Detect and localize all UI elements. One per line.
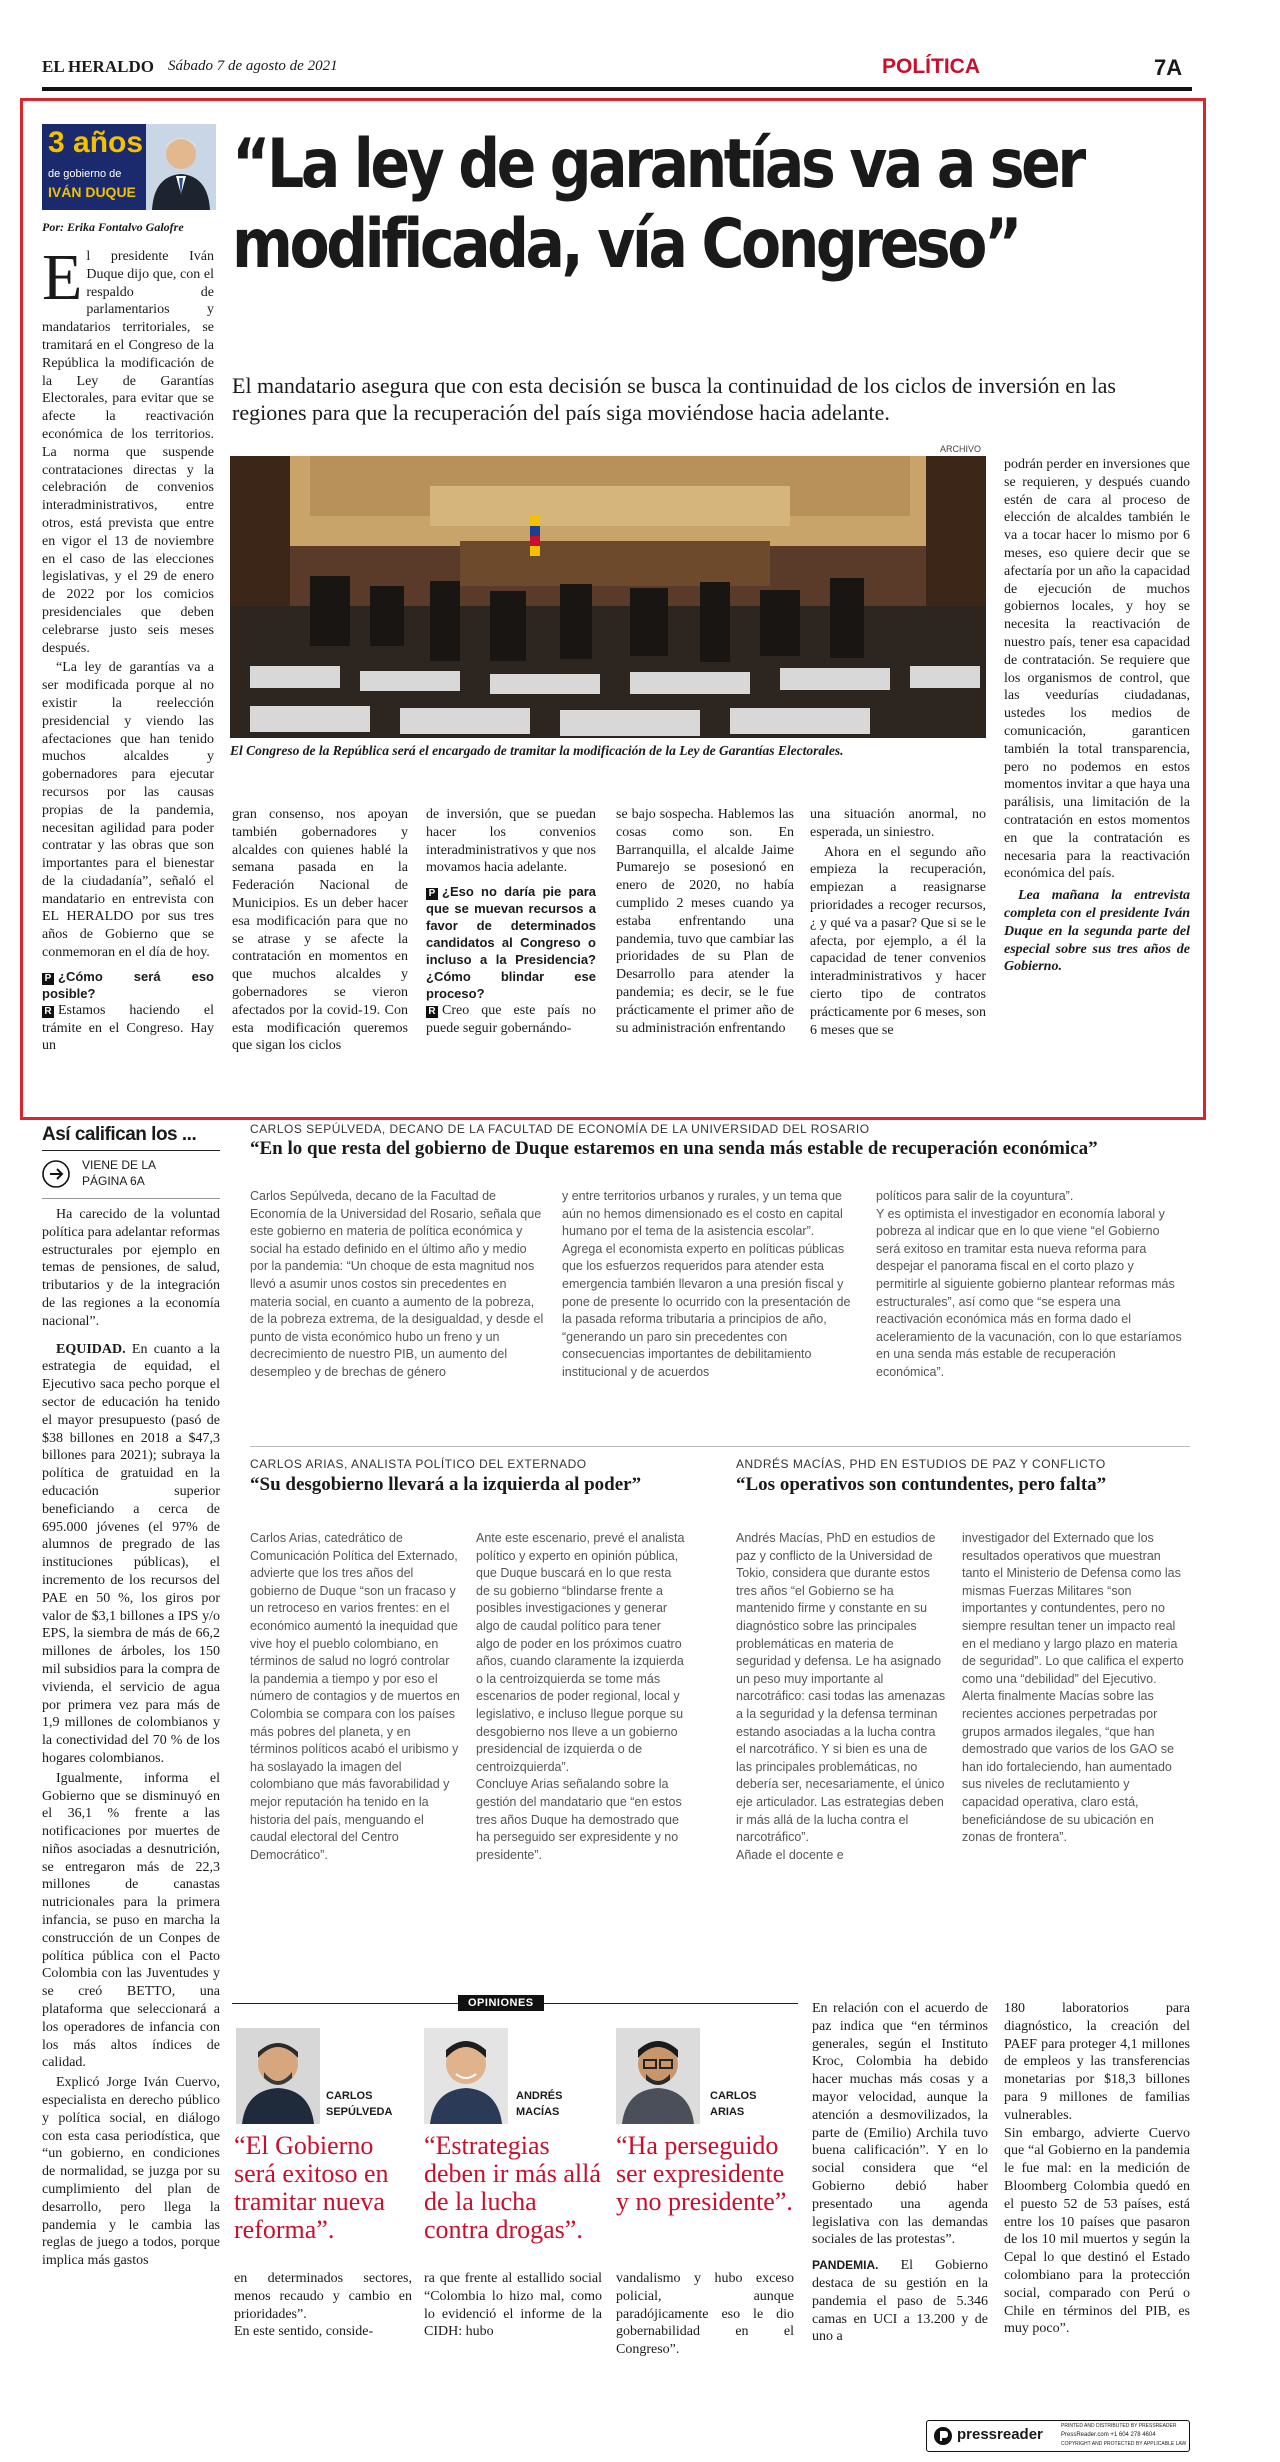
answer-2 (426, 1002, 596, 1038)
right-col-1 (812, 2000, 988, 2348)
opinion-3-first: CARLOS (710, 2090, 757, 2102)
anniversary-logo (42, 124, 216, 210)
sidebar-title: Así califican los ... (42, 1124, 197, 1145)
sidebar-rule-top (42, 1150, 220, 1151)
opinion-1-first: CARLOS (326, 2090, 373, 2102)
logo-years: 3 años (48, 126, 144, 159)
macias-portrait-icon (424, 2028, 508, 2124)
opinion-3-last: ARIAS (710, 2106, 745, 2118)
answer-badge-icon: R (42, 1006, 54, 1018)
opinion-2-quote: “Estrategias deben ir más allá de la lucha contra drogas”. (424, 2131, 601, 2244)
right-col-2: 180 laboratorios para diagnóstico, la creación del PAEF para proteger 4,1 millones de empleos y las transferencias monetarias por $18,3 billones para 9 millones de familias vulnerables. Sin embargo, advierte Cuervo que “al Gobierno en la pandemia le fue mal: en la medición de Bloomberg Colombia quedó en el puesto 52 de 53 países, está entre los 10 países que pasaron de los 10 mil muertos y según la Cepal lo que destinó el Estado colombiano para la protección social, comparado con Perú o Chile en términos del PIB, es muy poco”. (1004, 2001, 1190, 2337)
expert-1-col-2: y entre territorios urbanos y rurales, y un tema que aún no hemos dimensionado es el costo en capital humano por el tema de la asistencia escolar”. Agrega el economista experto en políticas públicas que los esfuerzos requeridos para atender esta emergencia también llevaron a una presión fiscal y pone de presente lo ocurrido con la presentación de la pasada reforma tributaria a principios de año, “generando un paro sin precedentes con consecuencias importantes de debilitamiento institucional y de acuerdos (562, 1189, 851, 1379)
expert-1-col-3: políticos para salir de la coyuntura”. Y es optimista el investigador en economía laboral y pobreza al indicar que en lo que viene “el Gobierno será exitoso en tramitar esta nueva reforma para despejar el panorama fiscal en el corto plazo y permitirle al siguiente gobierno plantear reformas más estructurales”, así como que “se espera una reactivación económica más en forma dado el aceleramiento de la vacunación, con lo que estaríamos en una senda más estable de recuperación económica”. (876, 1189, 1182, 1379)
main-col-2-text: gran consenso, nos apoyan también gobernadores y alcaldes con quienes hablé la semana pasada en la Federación Nacional de Municipios. Es un deber hacer esa modificación para que no se atrase y se afecte la contratación en momentos en que muchos alcaldes y gobernadores se vieron afectados por la covid-19. Con esta modificación queremos que sigan los ciclos (232, 807, 408, 1054)
answer-badge-icon: R (426, 1006, 438, 1018)
subhead: El mandatario asegura que con esta decisión se busca la continuidad de los ciclos de inversión en las regiones para que la recuperación del país siga moviéndose hacia adelante. (232, 373, 1116, 425)
main-col-5 (810, 806, 986, 1041)
expert-2-col-2: Ante este escenario, prevé el analista político y experto en opinión pública, que Duque buscará en lo que resta de su gobierno “blindarse frente a posibles investigaciones y generar algo de caudal político para tener algo de poder en los próximos cuatro años, cuando claramente la izquierda o la centroizquierda se tome más escenarios de poder regional, local y legislativo, e incluso llegue porque su desgobierno nos lleve a un gobierno presidencial de izquierda o de centroizquierda”. Concluye Arias señalando sobre la gestión del mandatario que “en estos tres años Duque ha demostrado que ha perseguido ser expresidente y no presidente”. (476, 1531, 685, 1862)
expert-2-kicker: CARLOS ARIAS, ANALISTA POLÍTICO DEL EXTERNADO (250, 1457, 587, 1471)
congress-photo (230, 456, 986, 738)
logo-line3: IVÁN DUQUE (48, 184, 136, 200)
main-col-2 (232, 806, 408, 1057)
question-badge-icon: P (426, 888, 438, 900)
page-number: 7A (1154, 55, 1183, 80)
main-col-4-text: se bajo sospecha. Hablemos las cosas como son. En Barranquilla, el alcalde Jaime Pumarejo se posesionó en enero de 2020, no había cumplido 2 meses cuando ya estaba enfrentando una pandemia, tuvo que cambiar las prioridades de su Plan de Desarrollo para atender la pandemia; es decir, se le fue prácticamente el primer año de su administración enfrentando (616, 807, 794, 1036)
president-portrait-icon (146, 124, 216, 210)
expert-1-col-1: Carlos Sepúlveda, decano de la Facultad de Economía de la Universidad del Rosario, señala que este gobierno en materia de política económica y social ha estado definido en el último año y medio por la pandemia: “Un choque de esta magnitud nos llevó a asumir unos costos sin precedentes en materia social, en cuanto a aumento de la pobreza, de la pobreza extrema, de la desigualdad, y desde el punto de vista económico hubo un freno y un decrecimiento de nuestro PIB, un aumento del desempleo y de brechas de género (250, 1189, 544, 1379)
opinion-below-1: en determinados sectores, menos recaudo y cambio en prioridades”. En este sentido, conside- (234, 2271, 412, 2340)
opinion-1-quote: “El Gobierno será exitoso en tramitar nueva reforma”. (234, 2131, 389, 2244)
logo-line2: de gobierno de (48, 168, 122, 180)
opinions-label: OPINIONES (458, 1995, 544, 2011)
sepulveda-portrait-icon (236, 2028, 320, 2124)
main-tagline: Lea mañana la entrevista completa con el presidente Iván Duque en la segunda parte del especial sobre sus tres años de Gobierno. (1004, 888, 1190, 975)
photo-credit: ARCHIVO (940, 444, 982, 454)
answer-1-text: Estamos haciendo el trámite en el Congreso. Hay un (42, 1002, 214, 1054)
main-col-3 (426, 806, 596, 1040)
drop-cap: E (42, 241, 83, 314)
expert-3-title: “Los operativos son contundentes, pero falta” (736, 1474, 1107, 1495)
jump-line[interactable] (42, 1156, 222, 1196)
sidebar-column (42, 1206, 220, 2272)
pressreader-logo-icon (933, 2426, 953, 2446)
expert-1-kicker: CARLOS SEPÚLVEDA, DECANO DE LA FACULTAD DE ECONOMÍA DE LA UNIVERSIDAD DEL ROSARIO (250, 1122, 870, 1136)
headline: “La ley de garantías va a ser modificada, vía Congreso” (232, 125, 1083, 284)
issue-date: Sábado 7 de agosto de 2021 (168, 58, 338, 74)
question-1 (42, 968, 214, 1002)
header-rule (42, 87, 1192, 91)
jump-line-1: VIENE DE LA (82, 1158, 157, 1172)
sidebar-p1: Ha carecido de la voluntad política para adelantar reformas estructurales por ejemplo en temas de pensiones, de salud, tributarios y de la integración de las regiones a la economía nacional”. (42, 1207, 220, 1329)
expert-2-col-1: Carlos Arias, catedrático de Comunicación Política del Externado, advierte que los tres años del gobierno de Duque “son un fracaso y un retroceso en varios frentes: en el económico aumentó la inequidad que vive hoy el pueblo colombiano, en términos de salud no logró controlar la pandemia a tiempo y por eso el número de contagios y de muertos en Colombia se compara con los países más pobres del planeta, y en términos políticos acabó el uribismo y ha soslayado la imagen del colombiano que más favorabilidad y mejor reputación ha tenido en la historia del país, menguando el caudal electoral del Centro Democrático”. (250, 1531, 460, 1862)
jump-line-2: PÁGINA 6A (82, 1174, 145, 1188)
sidebar-p4: Explicó Jorge Iván Cuervo, especialista en derecho público y política social, en diálogo con esta casa periodística, que “un gobierno, en condiciones de normalidad, se juzga por su cumplimiento del plan de desarrollo, pero llega la pandemia y le cambia las reglas de juego a todos, porque implica más gastos (42, 2075, 220, 2269)
sidebar-rule-2 (42, 1198, 220, 1199)
pressreader-footer (926, 2420, 1190, 2452)
main-col-1-p1: l presidente Iván Duque dijo que, con el respaldo de parlamentarios y mandatarios territoriales, se tramitará en el Congreso de la República la modificación de la Ley de Garantías Electorales, para evitar que se afecte la reactivación económica de los territorios. La norma que suspende contrataciones directas y la celebración de convenios interadministrativos, entre otros, está prevista que entre en vigor el 13 de noviembre en el caso de las elecciones legislativas, y el 29 de enero de 2022 por los comicios presidenciales que deben celebrarse justo seis meses después. (42, 249, 214, 656)
main-col-5-p2: Ahora en el segundo año empieza la recuperación, empiezan a reasignarse prioridades a recoger recursos, ¿ y qué va a pasar? Que si se le afecta, por ejemplo, a él la capacidad de tener convenios interadministrativos y hacer cierto tipo de contratos prácticamente por 6 meses, son 6 meses que se (810, 844, 986, 1038)
main-col-3-text: de inversión, que se puedan hacer los convenios interadministrativos y que nos movamos hacia adelante. (426, 807, 596, 876)
arrow-right-icon (42, 1160, 70, 1188)
expert-3-col-2: investigador del Externado que los resultados operativos que muestran tanto el Ministerio de Defensa como las mismas Fuerzas Militares “son importantes y contundentes, pero no siempre resultan tener un impacto real en el mediano y largo plazo en materia de seguridad”. Lo que califica el experto como una “debilidad” del Ejecutivo. Alerta finalmente Macías sobre las recientes acciones perpetradas por grupos armados ilegales, “que han demostrado que varios de los GAO se han ido fortaleciendo, han aumentado sus niveles de reclutamiento y capacidad operativa, claro está, beneficiándose de su ubicación en zonas de frontera”. (962, 1531, 1184, 1845)
opinion-below-2: ra que frente al estallido social “Colombia lo hizo mal, como lo evidenció el informe de la CIDH: hubo (424, 2271, 602, 2340)
expert-1-title: “En lo que resta del gobierno de Duque estaremos en una senda más estable de recuperación económica” (250, 1138, 1098, 1159)
right-col-1-lead: PANDEMIA. (812, 2258, 879, 2273)
expert-1-divider (250, 1446, 1190, 1447)
sidebar-p3: Igualmente, informa el Gobierno que se disminuyó en el 36,1 % frente a las notificaciones por muertes de niños asociadas a desnutrición, se entregaron más de 22,3 millones de canastas nutricionales para la primera infancia, se puso en marcha la construcción de un Conpes de política pública con el Pacto Colombia con las Juventudes y se creó BETTO, una plataforma que seleccionará a los operadores de infancia con los más altos índices de calidad. (42, 1770, 220, 2071)
main-col-4 (616, 806, 794, 1039)
pressreader-brand: pressreader (957, 2426, 1043, 2443)
section-name: POLÍTICA (882, 55, 980, 78)
photo-caption: El Congreso de la República será el encargado de tramitar la modificación de la Ley de Garantías Electorales. (230, 743, 844, 758)
expert-2-title: “Su desgobierno llevará a la izquierda al poder” (250, 1474, 642, 1495)
opinion-2-last: MACÍAS (516, 2106, 560, 2118)
main-col-1 (42, 241, 214, 1057)
footer-small-1: PRINTED AND DISTRIBUTED BY PRESSREADER (1061, 2423, 1177, 2429)
expert-3-kicker: ANDRÉS MACÍAS, PHD EN ESTUDIOS DE PAZ Y CONFLICTO (736, 1457, 1106, 1471)
sidebar-p2 (42, 1341, 220, 1768)
right-col-1-text: En relación con el acuerdo de paz indica que “en términos generales, según el Instituto Kroc, Colombia ha debido hacer muchas más cosas y a mayor velocidad, aunque la atención a desmovilizados, la parte de (Emilio) Archila tuvo buena calificación”. Y en lo social considera que “el Gobierno debió haber presentado una agenda legislativa con las demandas sociales de las protestas”. (812, 2001, 988, 2248)
opinion-1-last: SEPÚLVEDA (326, 2106, 393, 2118)
arias-portrait-icon (616, 2028, 700, 2124)
footer-small-2: PressReader.com +1 604 278 4604 (1061, 2432, 1156, 2438)
opinion-below-3: vandalismo y hubo exceso policial, aunque paradójicamente eso le dio gobernabilidad en el Congreso”. (616, 2271, 794, 2358)
page-header (42, 55, 1192, 85)
question-2 (426, 883, 596, 1002)
right-col-1-b-text: El Gobierno destaca de su gestión en la pandemia el paso de 5.346 camas en UCI a 13.200 y de uno a (812, 2258, 988, 2345)
footer-small-3: COPYRIGHT AND PROTECTED BY APPLICABLE LAW (1061, 2441, 1187, 2447)
expert-3-col-1: Andrés Macías, PhD en estudios de paz y conflicto de la Universidad de Tokio, considera que durante estos tres años “el Gobierno se ha mantenido firme y constante en su diagnóstico sobre las principales problemáticas en materia de seguridad y defensa. Le ha asignado un peso muy importante al narcotráfico: casi todas las amenazas a la seguridad y la defensa terminan estando asociadas a la lucha contra el narcotráfico. Y si bien es una de las principales problemáticas, no debería ser, necesariamente, el único eje articulador. Las estrategias deben ir más allá de la lucha contra el narcotráfico”. Añade el docente e (736, 1531, 946, 1862)
question-badge-icon: P (42, 973, 54, 985)
sidebar-p2-lead: EQUIDAD. (56, 1341, 126, 1357)
main-col-6 (1004, 456, 1190, 978)
main-col-5-p1: una situación anormal, no esperada, un siniestro. (810, 807, 986, 840)
byline: Por: Erika Fontalvo Galofre (42, 220, 184, 234)
paper-name: EL HERALDO (42, 57, 154, 76)
question-2-text: ¿Eso no daría pie para que se muevan recursos a favor de determinados candidatos al Congreso o incluso a la Presidencia? ¿Cómo blindar ese proceso? (426, 884, 596, 1002)
main-col-6-text: podrán perder en inversiones que se requieren, y después cuando estén de cara al proceso de elección de alcaldes también le va a tocar hacer lo mismo por 6 meses, eso quiere decir que se afectaría por un año la capacidad de ejecución de muchos gobiernos locales, y hoy se necesita la reactivación de nuestro país, tener esa capacidad de contratación. Se requiere que los organismos de control, que las veedurías ciudadanas, ustedes los medios de comunicación, garanticen también la total transparencia, pero no podemos en estos momentos invitar a que haya una parálisis, una limitación de la contratación en estos momentos en que la contratación es necesaria para la reactivación económica del país. (1004, 457, 1190, 882)
answer-1 (42, 1002, 214, 1055)
answer-2-text: Creo que este país no puede seguir gobernándo- (426, 1003, 596, 1036)
opinion-2-first: ANDRÉS (516, 2090, 563, 2102)
sidebar-p2-text: En cuanto a la estrategia de equidad, el Ejecutivo saca pecho porque el sector de educación ha tenido el mayor presupuesto (pasó de $38 billones en 2018 a $47,3 billones para 2021); subraya la política de gratuidad en la educación superior beneficiando a cerca de 695.000 jóvenes (el 97% de alumnos de pregrado de las instituciones públicas), el incremento de los recursos del PAE en 50 %, los giros por valor de $3,1 billones a IPS y/o EPS, la siembra de más de 66,2 millones de árboles, los 150 mil subsidios para la compra de vivienda, el servicio de agua por primera vez para más de 1,9 millones de colombianos y la conectividad del 70 % de los hogares colombianos. (42, 1341, 220, 1766)
question-1-text: ¿Cómo será eso posible? (42, 968, 214, 1001)
main-col-1-p2: “La ley de garantías va a ser modificada porque al no existir la reelección presidencial y viendo las afectaciones que han tenido muchos alcaldes y gobernadores para ejecutar recursos por las causas propias de la pandemia, necesitan agilidad para poder contratar y las obras que son importantes para el bienestar de la ciudadanía”, señaló el mandatario en entrevista con EL HERALDO por sus tres años de Gobierno que se conmemoran en el día de hoy. (42, 660, 214, 961)
right-col-1-b (812, 2257, 988, 2346)
opinion-3-quote: “Ha perseguido ser expresidente y no presidente”. (616, 2131, 793, 2216)
